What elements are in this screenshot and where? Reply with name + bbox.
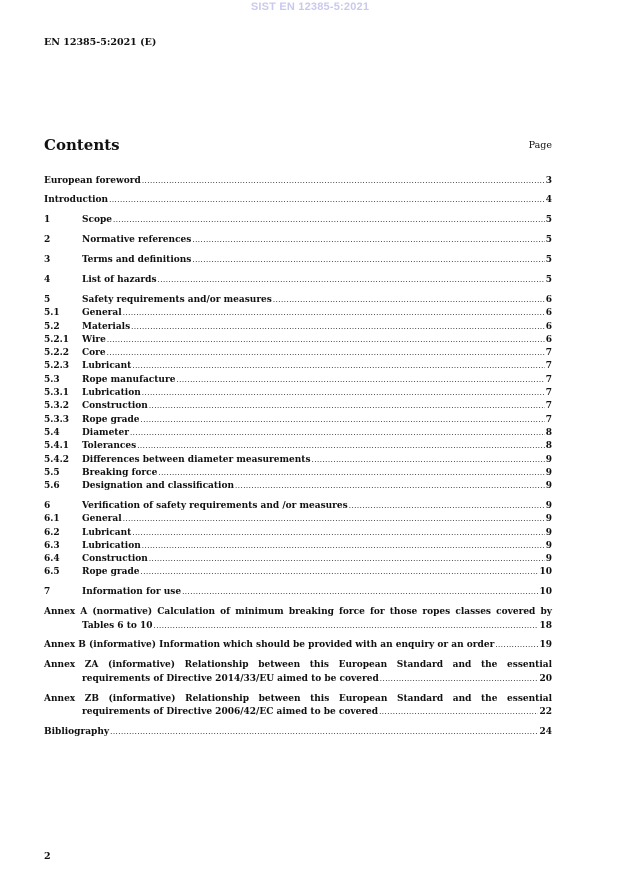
toc-entry-title: General (82, 514, 122, 525)
toc-entry-number: 6 (44, 500, 51, 511)
toc-entry-number: 5.4.2 (44, 454, 70, 465)
dot-leader (235, 480, 545, 493)
dot-leader (312, 454, 545, 467)
dot-leader (182, 586, 538, 599)
toc-entry-page: 10 (539, 567, 552, 578)
toc-entry-page: 9 (545, 540, 552, 551)
toc-annex-line (44, 639, 552, 652)
toc-entry-page: 19 (539, 640, 552, 651)
toc-entry-number: 5.3 (44, 374, 60, 385)
toc-entry-page: 5 (545, 255, 552, 266)
dot-leader (109, 194, 545, 207)
toc-entry[interactable] (44, 440, 552, 453)
toc-annex-line (44, 620, 552, 633)
toc-entry-number: 5.6 (44, 481, 60, 492)
toc-entry[interactable] (44, 294, 552, 307)
dot-leader (132, 527, 544, 540)
toc-entry-title: Scope (82, 215, 113, 226)
dot-leader (158, 467, 544, 480)
toc-entry-title: Construction (82, 401, 148, 412)
toc-entry-page: 9 (545, 554, 552, 565)
page-number: 2 (44, 851, 51, 862)
toc-entry[interactable] (44, 414, 552, 427)
dot-leader (495, 639, 538, 652)
toc-entry-title: Construction (82, 554, 148, 565)
toc-entry-page: 4 (545, 195, 552, 206)
table-of-contents (44, 168, 552, 739)
toc-entry-number: 5.2.1 (44, 334, 70, 345)
toc-entry[interactable] (44, 400, 552, 413)
toc-entry-page: 9 (545, 514, 552, 525)
toc-entry-number: 3 (44, 255, 51, 266)
toc-annex-entry[interactable] (44, 726, 552, 739)
toc-entry[interactable] (44, 566, 552, 579)
toc-entry-number: 7 (44, 587, 51, 598)
toc-entry-number: 2 (44, 235, 51, 246)
toc-annex-title-line2: Tables 6 to 10 (82, 620, 153, 631)
toc-entry-page: 6 (545, 321, 552, 332)
toc-entry-title: Lubrication (82, 540, 141, 551)
toc-entry-title: Materials (82, 321, 131, 332)
watermark: SIST EN 12385-5:2021 (250, 1, 370, 13)
toc-entry-page: 5 (545, 235, 552, 246)
toc-annex-entry[interactable] (44, 639, 552, 652)
toc-annex-entry[interactable] (44, 659, 552, 686)
dot-leader (132, 360, 544, 373)
toc-annex-line (44, 673, 552, 686)
dot-leader (137, 440, 545, 453)
dot-leader (192, 234, 544, 247)
toc-entry-page: 6 (545, 294, 552, 305)
toc-entry[interactable] (44, 307, 552, 320)
toc-entry-title: Diameter (82, 427, 129, 438)
toc-annex-line (44, 706, 552, 719)
toc-entry-page: 5 (545, 275, 552, 286)
toc-entry-title: List of hazards (82, 275, 157, 286)
toc-entry-number: 5.2 (44, 321, 60, 332)
dot-leader (141, 566, 539, 579)
toc-entry-title: Rope manufacture (82, 374, 176, 385)
dot-leader (142, 540, 545, 553)
toc-entry-title: General (82, 308, 122, 319)
toc-entry-page: 5 (545, 215, 552, 226)
toc-entry-number: 5.2.2 (44, 348, 70, 359)
toc-entry-title: Differences between diameter measurements (82, 454, 311, 465)
toc-entry[interactable] (44, 214, 552, 227)
toc-entry-page: 10 (539, 587, 552, 598)
toc-entry-title: Tolerances (82, 441, 137, 452)
toc-annex-title-line1: Annex ZB (informative) Relationship between this European Standard and the essential (44, 693, 552, 704)
toc-entry[interactable] (44, 467, 552, 480)
dot-leader (349, 500, 545, 513)
contents-title: Contents (44, 136, 120, 154)
toc-entry-number: 6.4 (44, 554, 60, 565)
toc-entry[interactable] (44, 347, 552, 360)
toc-entry[interactable] (44, 234, 552, 247)
toc-entry-page: 6 (545, 308, 552, 319)
toc-entry-page: 7 (545, 361, 552, 372)
toc-entry-title: Core (82, 348, 106, 359)
toc-entry-number: 5.3.3 (44, 414, 70, 425)
dot-leader (141, 414, 545, 427)
toc-entry-page: 9 (545, 467, 552, 478)
toc-entry-title: Introduction (44, 195, 109, 206)
toc-entry-title: Terms and definitions (82, 255, 192, 266)
toc-entry-number: 6.2 (44, 527, 60, 538)
toc-entry-title: Breaking force (82, 467, 158, 478)
toc-annex-line (44, 726, 552, 739)
toc-entry-page: 18 (539, 620, 552, 631)
toc-entry-number: 6.3 (44, 540, 60, 551)
dot-leader (110, 726, 538, 739)
toc-entry-page: 8 (545, 427, 552, 438)
toc-entry[interactable] (44, 454, 552, 467)
toc-entry-title: European foreword (44, 175, 141, 186)
toc-annex-title-line1: Annex A (normative) Calculation of minimum breaking force for those ropes classes covered by (44, 607, 552, 618)
toc-entry[interactable] (44, 274, 552, 287)
toc-entry-page: 7 (545, 401, 552, 412)
toc-entry-title: Information for use (82, 587, 182, 598)
toc-entry[interactable] (44, 527, 552, 540)
toc-entry-title: Lubrication (82, 388, 141, 399)
toc-entry-number: 5.3.1 (44, 388, 70, 399)
toc-entry[interactable] (44, 194, 552, 207)
page-column-label: Page (528, 140, 552, 151)
dot-leader (123, 307, 545, 320)
toc-annex-title-line2: Annex B (informative) Information which should be provided with an enquiry or an order (44, 640, 495, 651)
toc-entry-page: 7 (545, 374, 552, 385)
toc-entry-page: 7 (545, 388, 552, 399)
toc-entry-page: 24 (539, 726, 552, 737)
toc-entry-page: 20 (539, 673, 552, 684)
dot-leader (131, 321, 545, 334)
toc-entry[interactable] (44, 374, 552, 387)
toc-entry[interactable] (44, 321, 552, 334)
toc-annex-entry[interactable] (44, 693, 552, 720)
toc-annex-title-line2: requirements of Directive 2014/33/EU aimed to be covered (82, 673, 379, 684)
toc-entry-page: 6 (545, 334, 552, 345)
dot-leader (176, 374, 544, 387)
dot-leader (130, 427, 545, 440)
toc-entry-title: Designation and classification (82, 481, 235, 492)
toc-entry-number: 5.2.3 (44, 361, 70, 372)
dot-leader (154, 620, 539, 633)
toc-entry[interactable] (44, 175, 552, 188)
toc-entry-number: 5.4 (44, 427, 60, 438)
toc-entry-title: Verification of safety requirements and /or measures (82, 500, 348, 511)
toc-entry[interactable] (44, 513, 552, 526)
toc-entry-number: 5.1 (44, 308, 60, 319)
dot-leader (192, 254, 544, 267)
dot-leader (107, 347, 545, 360)
toc-entry-number: 4 (44, 275, 51, 286)
document-header: EN 12385-5:2021 (E) (44, 37, 157, 48)
toc-entry-title: Lubricant (82, 527, 132, 538)
toc-entry-page: 22 (539, 706, 552, 717)
toc-entry[interactable] (44, 334, 552, 347)
toc-entry-number: 5 (44, 294, 51, 305)
dot-leader (158, 274, 545, 287)
dot-leader (273, 294, 545, 307)
toc-entry[interactable] (44, 553, 552, 566)
dot-leader (142, 175, 545, 188)
dot-leader (113, 214, 545, 227)
toc-entry-title: Safety requirements and/or measures (82, 294, 272, 305)
dot-leader (142, 387, 545, 400)
toc-entry[interactable] (44, 540, 552, 553)
toc-entry-number: 6.5 (44, 567, 60, 578)
toc-entry-number: 5.3.2 (44, 401, 70, 412)
toc-entry-title: Normative references (82, 235, 192, 246)
toc-entry-page: 9 (545, 454, 552, 465)
toc-entry[interactable] (44, 480, 552, 493)
toc-entry-page: 3 (545, 175, 552, 186)
toc-entry[interactable] (44, 427, 552, 440)
toc-entry[interactable] (44, 387, 552, 400)
toc-entry-page: 9 (545, 481, 552, 492)
toc-entry-number: 1 (44, 215, 51, 226)
toc-entry-page: 7 (545, 414, 552, 425)
toc-annex-title-line2: Bibliography (44, 726, 110, 737)
toc-entry-title: Wire (82, 334, 106, 345)
toc-entry-page: 9 (545, 500, 552, 511)
toc-entry-number: 5.5 (44, 467, 60, 478)
toc-entry[interactable] (44, 254, 552, 267)
dot-leader (379, 706, 538, 719)
toc-entry-number: 5.4.1 (44, 441, 70, 452)
dot-leader (107, 334, 545, 347)
dot-leader (149, 400, 545, 413)
toc-entry-number: 6.1 (44, 514, 60, 525)
toc-entry[interactable] (44, 586, 552, 599)
toc-annex-title-line1: Annex ZA (informative) Relationship between this European Standard and the essential (44, 660, 552, 671)
toc-entry-title: Rope grade (82, 567, 140, 578)
toc-entry-page: 8 (545, 441, 552, 452)
toc-entry-title: Rope grade (82, 414, 140, 425)
toc-entry-title: Lubricant (82, 361, 132, 372)
toc-annex-entry[interactable] (44, 606, 552, 633)
dot-leader (380, 673, 539, 686)
toc-entry[interactable] (44, 360, 552, 373)
dot-leader (149, 553, 545, 566)
toc-entry[interactable] (44, 500, 552, 513)
toc-entry-page: 7 (545, 348, 552, 359)
dot-leader (123, 513, 545, 526)
toc-entry-page: 9 (545, 527, 552, 538)
toc-annex-title-line2: requirements of Directive 2006/42/EC aimed to be covered (82, 706, 379, 717)
